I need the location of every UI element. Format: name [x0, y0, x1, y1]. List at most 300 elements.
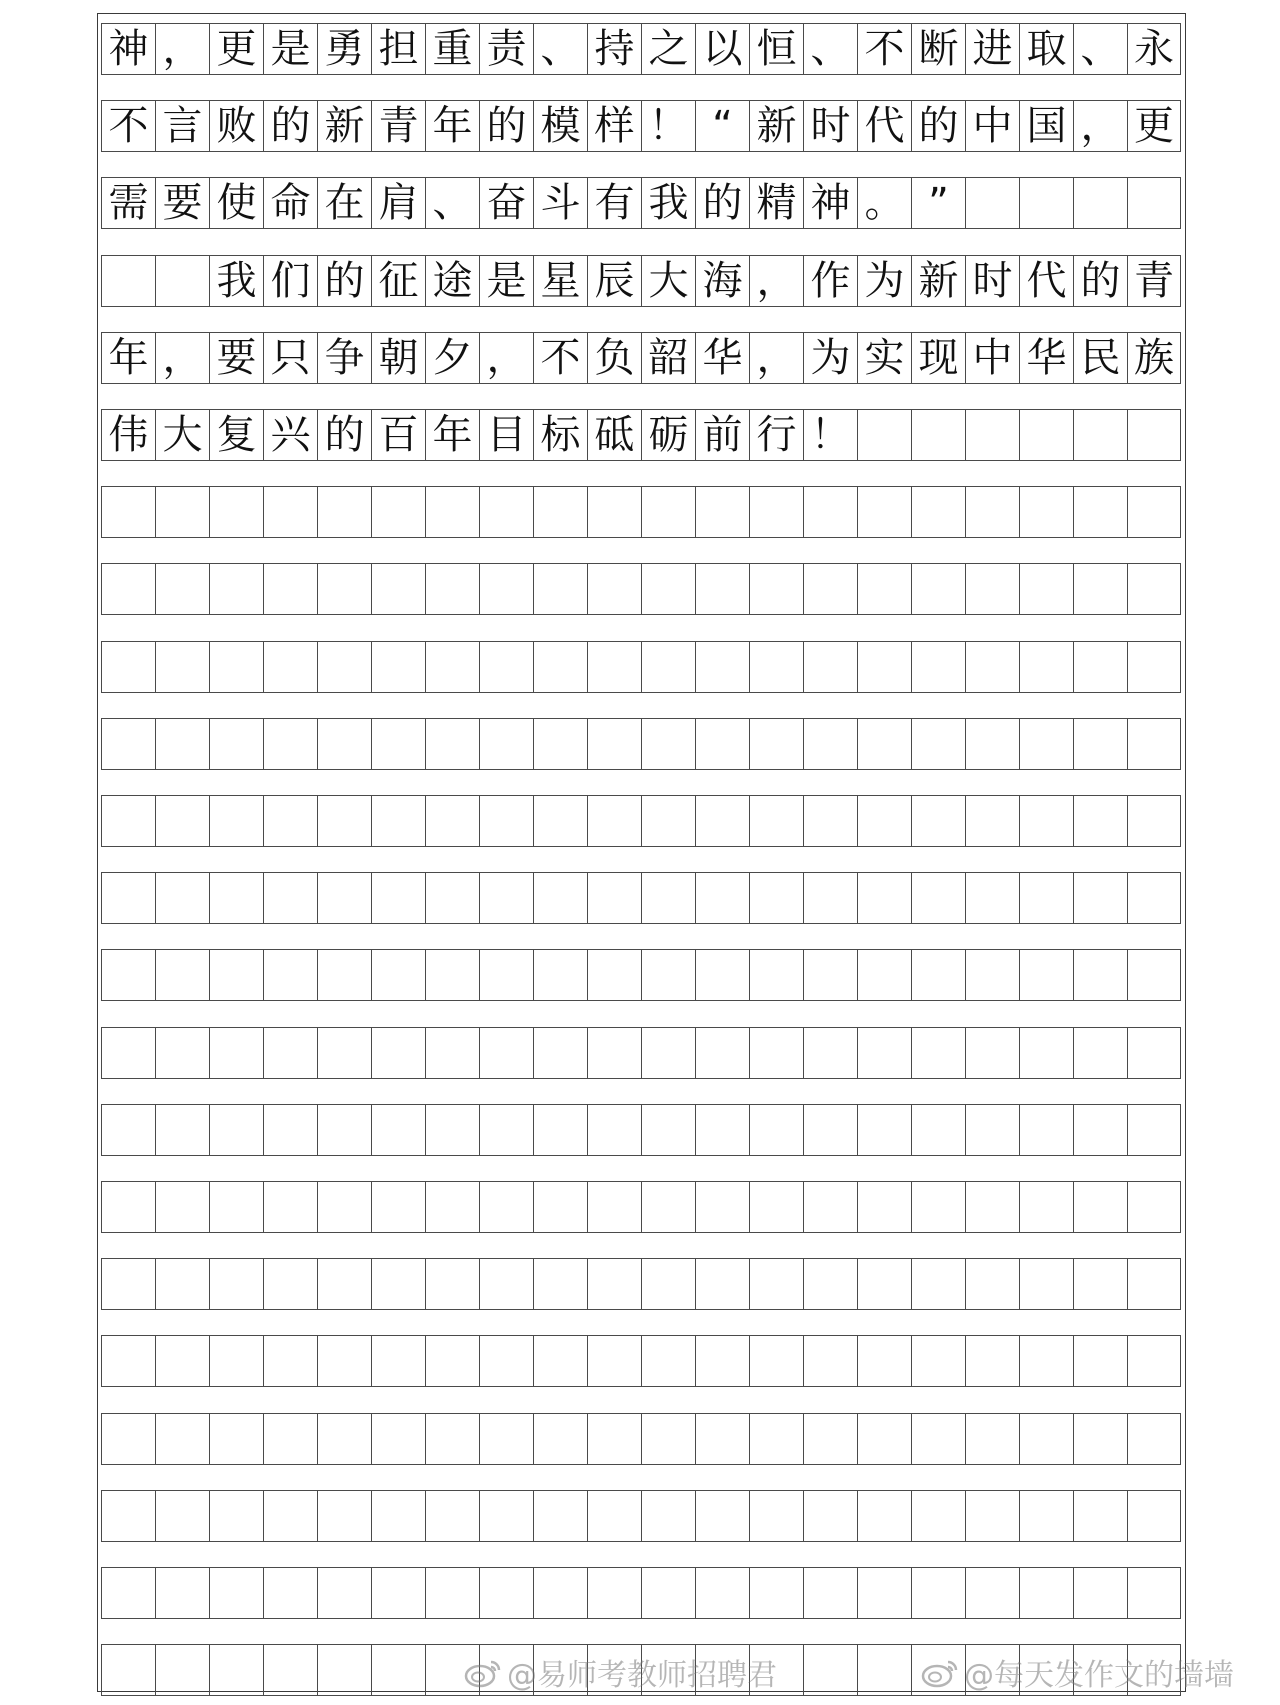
grid-cell: 为 — [803, 332, 857, 384]
grid-cell — [641, 563, 695, 615]
grid-cell — [425, 949, 479, 1001]
grid-cell — [263, 1490, 317, 1542]
grid-cell — [155, 563, 209, 615]
grid-cell — [1019, 718, 1073, 770]
grid-cell — [911, 1258, 965, 1310]
grid-cell: 新 — [749, 100, 803, 152]
grid-cell — [695, 1104, 749, 1156]
grid-cell — [857, 1104, 911, 1156]
grid-cell — [317, 641, 371, 693]
grid-cell: 进 — [965, 23, 1019, 75]
grid-cell — [1019, 872, 1073, 924]
grid-cell: ， — [155, 23, 209, 75]
manuscript-sheet — [97, 13, 1186, 1692]
grid-cell: 不 — [857, 23, 911, 75]
grid-cell — [533, 563, 587, 615]
grid-cell — [857, 1027, 911, 1079]
grid-cell: 的 — [263, 100, 317, 152]
grid-cell — [911, 1181, 965, 1233]
watermark-2 — [920, 1650, 1234, 1694]
grid-cell — [641, 872, 695, 924]
grid-cell — [695, 1413, 749, 1465]
grid-row — [101, 949, 1181, 1001]
grid-cell — [1127, 1258, 1181, 1310]
grid-cell — [749, 641, 803, 693]
grid-cell — [533, 949, 587, 1001]
grid-cell — [425, 1258, 479, 1310]
grid-cell — [209, 718, 263, 770]
grid-cell — [1019, 1335, 1073, 1387]
grid-cell — [101, 1490, 155, 1542]
grid-cell — [695, 1335, 749, 1387]
grid-cell — [857, 1567, 911, 1619]
grid-cell — [101, 1258, 155, 1310]
grid-cell: ， — [479, 332, 533, 384]
grid-cell — [1073, 1104, 1127, 1156]
watermark-bar — [0, 1650, 1280, 1700]
grid-cell — [1019, 1567, 1073, 1619]
grid-cell: 、 — [533, 23, 587, 75]
grid-cell: 途 — [425, 255, 479, 307]
grid-cell — [965, 1258, 1019, 1310]
grid-cell — [587, 1104, 641, 1156]
grid-cell: 神 — [803, 177, 857, 229]
grid-cell: 以 — [695, 23, 749, 75]
grid-cell — [1127, 1413, 1181, 1465]
grid-cell — [965, 177, 1019, 229]
grid-cell — [533, 1104, 587, 1156]
grid-cell: 、 — [425, 177, 479, 229]
grid-row — [101, 332, 1181, 384]
watermark-text: @每天发作文的墙墙 — [964, 1658, 1234, 1693]
grid-cell — [263, 641, 317, 693]
grid-cell: 新 — [317, 100, 371, 152]
grid-cell — [209, 1258, 263, 1310]
grid-cell: ， — [749, 255, 803, 307]
grid-cell — [155, 718, 209, 770]
grid-cell: 之 — [641, 23, 695, 75]
grid-cell — [263, 1335, 317, 1387]
grid-cell — [749, 1490, 803, 1542]
grid-cell — [803, 872, 857, 924]
grid-cell: 争 — [317, 332, 371, 384]
grid-cell: 不 — [533, 332, 587, 384]
grid-cell — [371, 486, 425, 538]
grid-cell: 神 — [101, 23, 155, 75]
grid-cell: 青 — [1127, 255, 1181, 307]
grid-cell — [155, 1490, 209, 1542]
grid-cell: 断 — [911, 23, 965, 75]
grid-cell — [263, 563, 317, 615]
grid-cell — [1127, 486, 1181, 538]
grid-cell: 青 — [371, 100, 425, 152]
grid-cell — [803, 1181, 857, 1233]
grid-cell — [965, 563, 1019, 615]
grid-cell — [857, 1490, 911, 1542]
grid-cell — [209, 1413, 263, 1465]
grid-cell — [1127, 949, 1181, 1001]
grid-cell — [1073, 872, 1127, 924]
grid-cell — [371, 718, 425, 770]
grid-cell — [911, 949, 965, 1001]
grid-cell — [317, 1181, 371, 1233]
grid-cell: 年 — [425, 409, 479, 461]
grid-cell: 标 — [533, 409, 587, 461]
grid-cell: 取 — [1019, 23, 1073, 75]
grid-cell: 族 — [1127, 332, 1181, 384]
grid-cell — [587, 1258, 641, 1310]
grid-cell: 有 — [587, 177, 641, 229]
grid-cell: 需 — [101, 177, 155, 229]
grid-cell — [857, 795, 911, 847]
grid-cell — [641, 1258, 695, 1310]
grid-cell — [1127, 872, 1181, 924]
grid-cell — [479, 1258, 533, 1310]
grid-cell — [425, 1104, 479, 1156]
grid-cell: 新 — [911, 255, 965, 307]
grid-cell — [479, 718, 533, 770]
grid-cell: 夕 — [425, 332, 479, 384]
grid-cell — [803, 1104, 857, 1156]
grid-cell — [1019, 1181, 1073, 1233]
grid-cell — [317, 949, 371, 1001]
grid-cell — [803, 1027, 857, 1079]
grid-cell: 永 — [1127, 23, 1181, 75]
grid-cell — [1127, 1181, 1181, 1233]
grid-cell: 重 — [425, 23, 479, 75]
grid-cell — [695, 563, 749, 615]
grid-cell: 在 — [317, 177, 371, 229]
grid-cell — [695, 486, 749, 538]
grid-cell: ！ — [803, 409, 857, 461]
grid-cell — [1073, 718, 1127, 770]
grid-cell — [533, 1567, 587, 1619]
grid-cell: 时 — [803, 100, 857, 152]
grid-cell — [587, 949, 641, 1001]
grid-cell — [209, 872, 263, 924]
grid-cell — [857, 1181, 911, 1233]
watermark-1 — [463, 1650, 777, 1694]
grid-cell — [209, 949, 263, 1001]
grid-cell — [263, 1027, 317, 1079]
grid-cell — [101, 872, 155, 924]
grid-cell — [911, 641, 965, 693]
grid-cell — [965, 1335, 1019, 1387]
grid-cell — [1019, 1413, 1073, 1465]
grid-cell: 华 — [1019, 332, 1073, 384]
grid-cell — [317, 486, 371, 538]
grid-cell — [749, 718, 803, 770]
grid-cell — [155, 1181, 209, 1233]
grid-cell — [641, 1413, 695, 1465]
grid-cell — [371, 1258, 425, 1310]
grid-cell — [641, 1567, 695, 1619]
grid-cell — [749, 563, 803, 615]
grid-cell — [1073, 1335, 1127, 1387]
grid-cell — [479, 1027, 533, 1079]
grid-cell — [533, 1490, 587, 1542]
grid-cell: 们 — [263, 255, 317, 307]
grid-cell: 的 — [695, 177, 749, 229]
grid-cell — [857, 641, 911, 693]
grid-cell: 年 — [425, 100, 479, 152]
grid-row — [101, 718, 1181, 770]
grid-cell — [803, 795, 857, 847]
grid-cell — [911, 1027, 965, 1079]
grid-cell — [1073, 1490, 1127, 1542]
grid-cell — [641, 795, 695, 847]
grid-cell — [101, 255, 155, 307]
grid-cell — [857, 486, 911, 538]
grid-cell — [371, 1567, 425, 1619]
grid-cell: 目 — [479, 409, 533, 461]
grid-cell — [425, 1490, 479, 1542]
grid-row — [101, 409, 1181, 461]
grid-cell — [533, 1258, 587, 1310]
grid-cell — [101, 641, 155, 693]
weibo-icon — [463, 1656, 503, 1688]
grid-cell — [479, 563, 533, 615]
grid-cell: ” — [911, 177, 965, 229]
grid-cell — [695, 718, 749, 770]
grid-cell: 更 — [1127, 100, 1181, 152]
grid-cell — [1073, 949, 1127, 1001]
grid-cell: 使 — [209, 177, 263, 229]
grid-cell — [857, 718, 911, 770]
grid-cell — [1019, 949, 1073, 1001]
grid-cell — [749, 1104, 803, 1156]
grid-cell — [587, 795, 641, 847]
grid-cell — [317, 1027, 371, 1079]
grid-row — [101, 641, 1181, 693]
grid-cell — [317, 795, 371, 847]
grid-row — [101, 486, 1181, 538]
grid-cell — [749, 1567, 803, 1619]
grid-cell — [587, 872, 641, 924]
grid-cell: 要 — [209, 332, 263, 384]
grid-cell — [533, 486, 587, 538]
grid-cell — [371, 795, 425, 847]
grid-cell: 败 — [209, 100, 263, 152]
grid-cell: 砥 — [587, 409, 641, 461]
grid-cell — [1073, 795, 1127, 847]
grid-cell — [317, 1490, 371, 1542]
grid-cell — [911, 872, 965, 924]
grid-cell — [317, 1335, 371, 1387]
grid-row — [101, 23, 1181, 75]
grid-cell: 作 — [803, 255, 857, 307]
grid-cell — [371, 1027, 425, 1079]
grid-cell — [425, 563, 479, 615]
grid-cell — [749, 872, 803, 924]
grid-cell — [587, 1413, 641, 1465]
grid-cell: 中 — [965, 100, 1019, 152]
grid-cell: 是 — [263, 23, 317, 75]
grid-cell — [857, 409, 911, 461]
grid-cell: 伟 — [101, 409, 155, 461]
grid-cell — [533, 1335, 587, 1387]
grid-cell: “ — [695, 100, 749, 152]
grid-cell — [641, 1181, 695, 1233]
grid-cell: 是 — [479, 255, 533, 307]
grid-cell — [911, 1490, 965, 1542]
grid-cell — [695, 1258, 749, 1310]
grid-cell: 复 — [209, 409, 263, 461]
grid-cell — [965, 409, 1019, 461]
grid-cell: 华 — [695, 332, 749, 384]
grid-cell — [209, 1567, 263, 1619]
grid-cell: ， — [1073, 100, 1127, 152]
grid-cell — [371, 949, 425, 1001]
grid-cell: 辰 — [587, 255, 641, 307]
grid-cell — [911, 1335, 965, 1387]
grid-cell: 命 — [263, 177, 317, 229]
grid-cell — [101, 1027, 155, 1079]
grid-cell: 肩 — [371, 177, 425, 229]
grid-cell — [695, 872, 749, 924]
grid-row — [101, 1490, 1181, 1542]
grid-cell — [965, 872, 1019, 924]
grid-cell — [155, 949, 209, 1001]
grid-cell: 朝 — [371, 332, 425, 384]
grid-cell — [371, 563, 425, 615]
grid-cell — [155, 255, 209, 307]
grid-cell: 的 — [317, 255, 371, 307]
grid-cell — [1127, 409, 1181, 461]
grid-cell: 兴 — [263, 409, 317, 461]
grid-cell: 百 — [371, 409, 425, 461]
grid-cell — [155, 872, 209, 924]
grid-cell — [209, 1490, 263, 1542]
grid-cell: 征 — [371, 255, 425, 307]
grid-cell: 大 — [155, 409, 209, 461]
grid-cell — [1127, 718, 1181, 770]
grid-cell — [803, 718, 857, 770]
grid-cell: 行 — [749, 409, 803, 461]
grid-cell — [749, 1181, 803, 1233]
grid-cell — [695, 641, 749, 693]
grid-cell — [1019, 409, 1073, 461]
grid-cell — [209, 1027, 263, 1079]
grid-cell: 砺 — [641, 409, 695, 461]
grid-cell: 精 — [749, 177, 803, 229]
grid-cell — [857, 872, 911, 924]
grid-cell — [965, 1413, 1019, 1465]
grid-cell — [587, 718, 641, 770]
grid-cell — [1073, 1567, 1127, 1619]
grid-cell: 中 — [965, 332, 1019, 384]
grid-cell: 持 — [587, 23, 641, 75]
grid-cell: 要 — [155, 177, 209, 229]
grid-cell — [965, 1027, 1019, 1079]
grid-cell — [209, 1104, 263, 1156]
grid-cell — [425, 1335, 479, 1387]
grid-cell: 的 — [911, 100, 965, 152]
grid-cell — [587, 641, 641, 693]
grid-cell — [263, 1258, 317, 1310]
grid-cell: 现 — [911, 332, 965, 384]
grid-cell — [479, 1181, 533, 1233]
grid-cell — [479, 1335, 533, 1387]
grid-cell — [1127, 1490, 1181, 1542]
grid-cell — [911, 563, 965, 615]
grid-cell: 奋 — [479, 177, 533, 229]
grid-cell — [371, 1181, 425, 1233]
grid-cell — [479, 949, 533, 1001]
grid-cell — [317, 1104, 371, 1156]
grid-cell — [803, 1413, 857, 1465]
grid-cell — [803, 486, 857, 538]
grid-cell — [749, 949, 803, 1001]
grid-cell — [479, 1413, 533, 1465]
grid-cell: 勇 — [317, 23, 371, 75]
grid-cell — [263, 1181, 317, 1233]
grid-cell: 恒 — [749, 23, 803, 75]
grid-cell: 的 — [1073, 255, 1127, 307]
grid-row — [101, 1181, 1181, 1233]
grid-cell — [1073, 1181, 1127, 1233]
grid-cell — [101, 795, 155, 847]
grid-cell: 只 — [263, 332, 317, 384]
grid-cell — [587, 1181, 641, 1233]
grid-cell — [695, 1027, 749, 1079]
grid-cell: 实 — [857, 332, 911, 384]
grid-cell — [317, 1258, 371, 1310]
grid-cell — [641, 1335, 695, 1387]
grid-cell — [911, 718, 965, 770]
grid-cell: 不 — [101, 100, 155, 152]
grid-cell — [317, 1413, 371, 1465]
grid-cell — [533, 795, 587, 847]
grid-cell: 年 — [101, 332, 155, 384]
grid-cell — [425, 1567, 479, 1619]
grid-cell — [641, 1490, 695, 1542]
grid-cell — [965, 949, 1019, 1001]
grid-cell — [479, 641, 533, 693]
grid-cell — [425, 641, 479, 693]
grid-cell — [857, 1335, 911, 1387]
grid-cell: 代 — [857, 100, 911, 152]
grid-cell — [425, 486, 479, 538]
grid-cell — [533, 1413, 587, 1465]
grid-cell: 担 — [371, 23, 425, 75]
grid-cell — [911, 795, 965, 847]
grid-cell: 星 — [533, 255, 587, 307]
grid-cell: 样 — [587, 100, 641, 152]
watermark-text: @易师考教师招聘君 — [507, 1658, 777, 1693]
grid-cell — [965, 718, 1019, 770]
grid-cell — [155, 641, 209, 693]
grid-row — [101, 100, 1181, 152]
grid-cell — [857, 1258, 911, 1310]
grid-cell: 、 — [1073, 23, 1127, 75]
grid-cell — [371, 641, 425, 693]
grid-cell — [533, 718, 587, 770]
grid-cell — [533, 872, 587, 924]
grid-cell — [209, 563, 263, 615]
grid-row — [101, 795, 1181, 847]
grid-cell: 的 — [479, 100, 533, 152]
grid-cell — [263, 872, 317, 924]
grid-cell — [209, 641, 263, 693]
grid-cell: 海 — [695, 255, 749, 307]
grid-cell — [911, 1567, 965, 1619]
grid-cell — [1073, 1413, 1127, 1465]
grid-cell — [155, 1413, 209, 1465]
grid-cell: 的 — [317, 409, 371, 461]
grid-cell — [533, 641, 587, 693]
grid-cell — [209, 1335, 263, 1387]
